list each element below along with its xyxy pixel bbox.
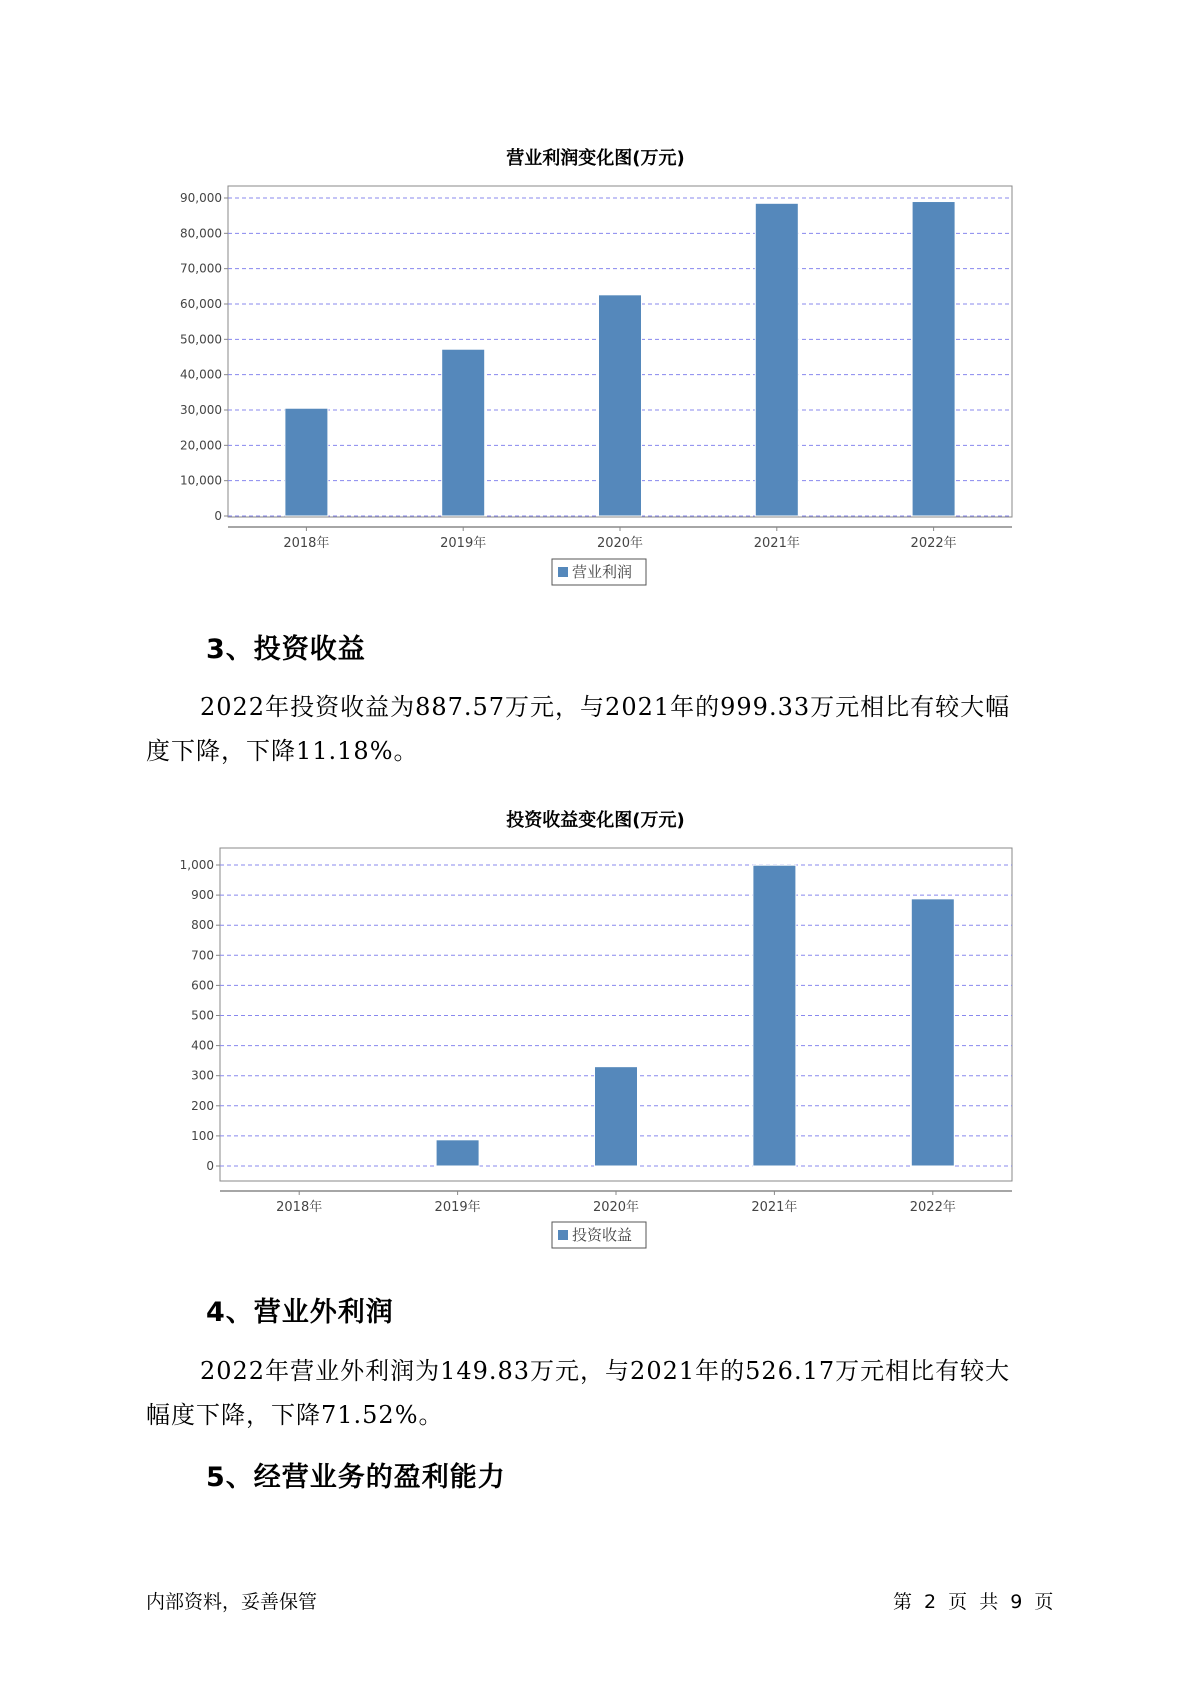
x-tick-label: 2018年 [276, 1200, 323, 1215]
investment-income-chart [0, 832, 1191, 1252]
x-tick-label: 2018年 [283, 536, 330, 551]
bar [599, 295, 642, 516]
x-tick-label: 2021年 [751, 1200, 798, 1215]
bar [442, 349, 485, 516]
chart2-title: 投资收益变化图(万元) [506, 810, 685, 831]
chart1-title: 营业利润变化图(万元) [506, 148, 685, 169]
y-tick-label: 10,000 [180, 473, 222, 488]
x-tick-label: 2021年 [753, 536, 800, 551]
section5-heading: 5、经营业务的盈利能力 [206, 1462, 506, 1493]
x-tick-label: 2022年 [910, 536, 957, 551]
y-tick-label: 500 [191, 1008, 214, 1023]
y-tick-label: 0 [206, 1159, 214, 1173]
y-tick-label: 900 [191, 888, 214, 903]
section3-heading: 3、投资收益 [206, 634, 366, 665]
y-tick-label: 0 [214, 509, 222, 523]
footer-confidential: 内部资料，妥善保管 [146, 1591, 318, 1613]
bar [595, 1067, 638, 1166]
legend-swatch [558, 567, 568, 577]
footer-page-number: 第 2 页 共 9 页 [893, 1591, 1054, 1613]
y-tick-label: 90,000 [180, 191, 222, 205]
y-tick-label: 100 [191, 1128, 214, 1143]
section4-paragraph [146, 1349, 1051, 1437]
bar [912, 202, 955, 516]
bar [911, 899, 954, 1166]
y-tick-label: 20,000 [180, 438, 222, 453]
bar [285, 408, 328, 516]
section3-line1: 2022年投资收益为887.57万元，与2021年的999.33万元相比有较大幅 [200, 693, 1011, 721]
y-tick-label: 30,000 [180, 403, 222, 417]
y-tick-label: 70,000 [180, 261, 222, 276]
x-tick-label: 2019年 [434, 1200, 481, 1215]
y-tick-label: 800 [191, 918, 214, 933]
y-tick-label: 700 [191, 948, 214, 963]
x-tick-label: 2020年 [592, 1200, 640, 1215]
legend-label: 营业利润 [572, 563, 633, 581]
section3-paragraph [146, 685, 1051, 773]
legend-swatch [558, 1230, 568, 1240]
section3-line2: 度下降，下降11.18%。 [146, 737, 419, 765]
x-tick-label: 2019年 [440, 536, 487, 551]
y-tick-label: 300 [191, 1068, 214, 1083]
bar [755, 203, 798, 516]
y-tick-label: 60,000 [180, 297, 222, 311]
bar [753, 865, 796, 1166]
operating-profit-chart [0, 170, 1191, 590]
y-tick-label: 50,000 [180, 332, 222, 347]
x-tick-label: 2020年 [596, 536, 644, 551]
y-tick-label: 200 [191, 1098, 214, 1113]
section4-heading: 4、营业外利润 [206, 1297, 394, 1328]
bar [436, 1140, 479, 1166]
y-tick-label: 600 [191, 978, 214, 993]
section4-line2: 幅度下降，下降71.52%。 [146, 1401, 444, 1429]
y-tick-label: 80,000 [180, 226, 222, 241]
y-tick-label: 1,000 [179, 858, 214, 872]
section4-line1: 2022年营业外利润为149.83万元，与2021年的526.17万元相比有较大 [200, 1357, 1011, 1385]
x-tick-label: 2022年 [909, 1200, 956, 1215]
y-tick-label: 40,000 [180, 367, 222, 382]
legend-label: 投资收益 [572, 1226, 633, 1244]
y-tick-label: 400 [191, 1038, 214, 1053]
